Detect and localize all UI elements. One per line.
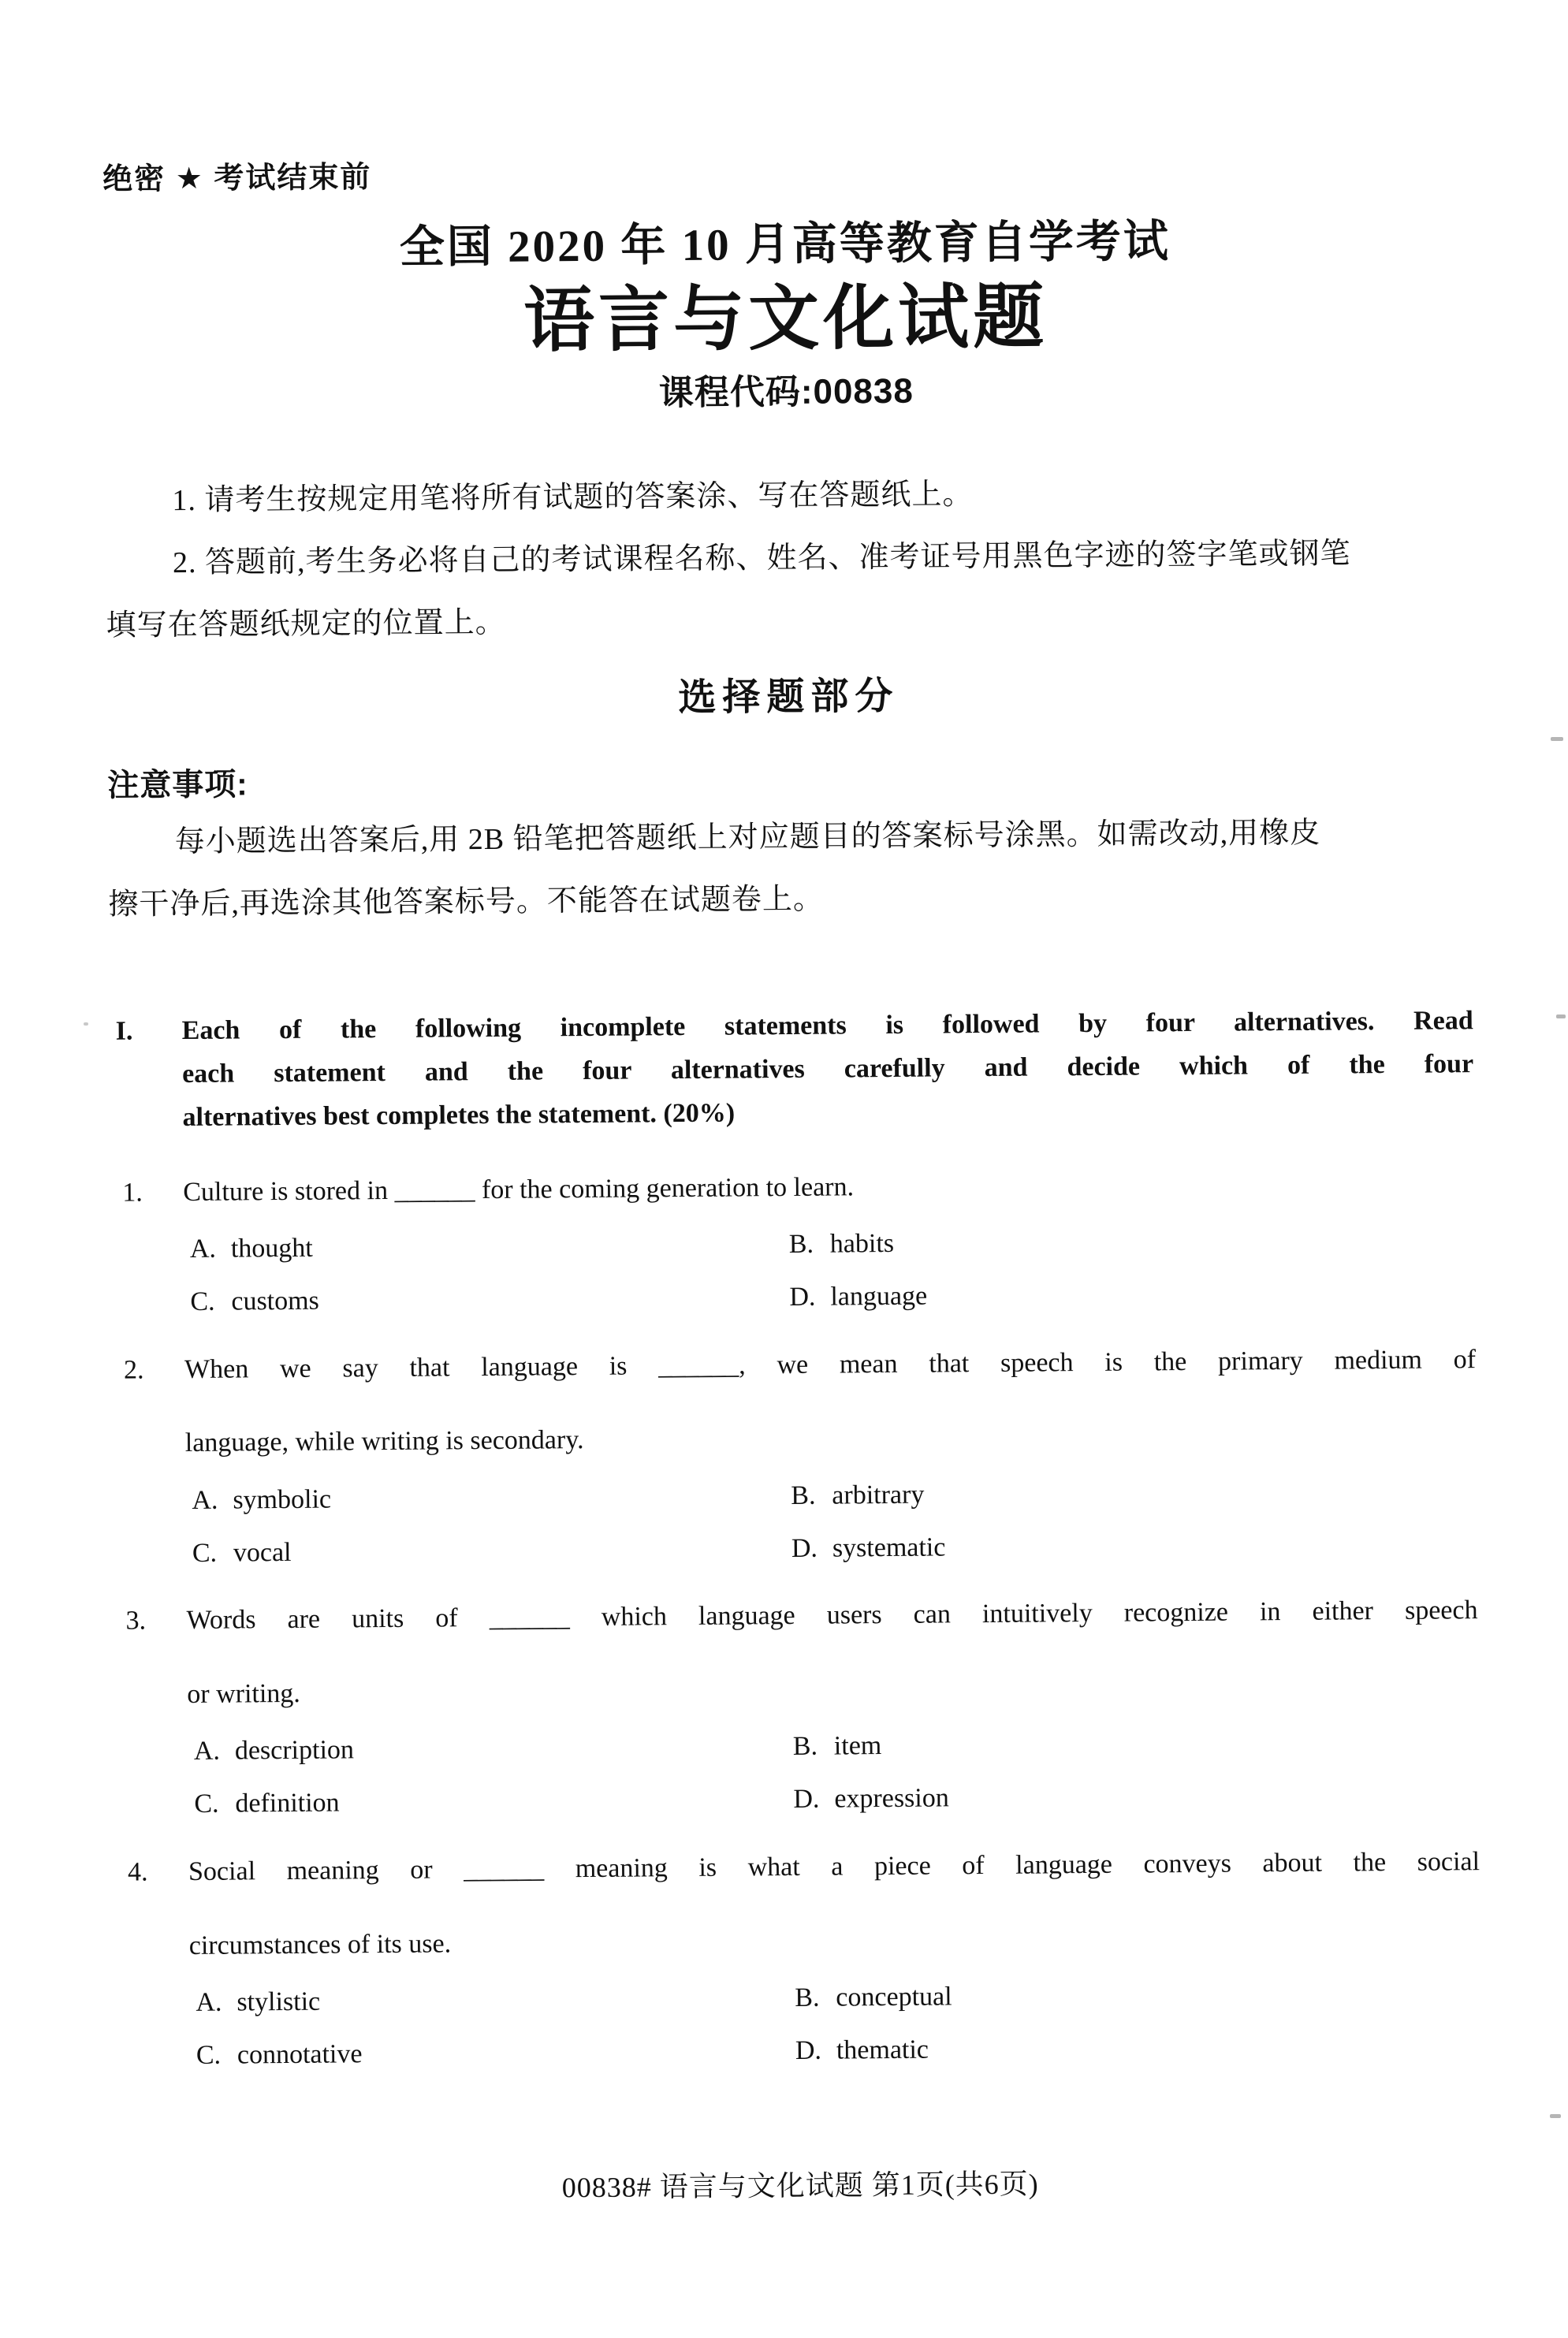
option-b (791, 1475, 1477, 1513)
option-label: B. (792, 1732, 818, 1762)
question-stem-text (186, 1574, 1479, 1821)
exam-title-line1: 全国 2020 年 10 月高等教育自学考试 (399, 216, 1171, 273)
option-label: A. (192, 1485, 218, 1515)
option-a (190, 1229, 789, 1266)
instruction-item-2: 2. 答题前,考生务必将自己的考试课程名称、姓名、准考证号用黑色字迹的签字笔或钢笔 填写在答题纸规定的位置上。 (106, 537, 1351, 643)
option-a (194, 1731, 793, 1768)
question-1-options (184, 1223, 1476, 1318)
question-3-options (188, 1726, 1480, 1821)
question-number: 3. (125, 1606, 147, 1636)
option-c (194, 1784, 793, 1821)
question-2-options (185, 1475, 1477, 1569)
part-one-instruction-line: each statement and the four alternatives carefully and decide which of the four (181, 1049, 1474, 1089)
notes-label: 注意事项: (107, 767, 248, 804)
option-text: arbitrary (832, 1480, 925, 1510)
question-4-stem (116, 1825, 1481, 2072)
exam-title-line2: 语言与文化试题 (523, 277, 1048, 361)
option-text: language (830, 1281, 928, 1312)
option-label: A. (189, 1234, 217, 1264)
stem-line: Words are units of ______ which language users can intuitively recognize in either speech (186, 1595, 1478, 1636)
option-text: symbolic (233, 1484, 332, 1515)
question-number: 1. (122, 1178, 143, 1208)
question-number: 4. (127, 1857, 148, 1887)
question-stem-text (183, 1145, 1476, 1319)
option-label: B. (788, 1230, 814, 1260)
option-label: A. (193, 1737, 221, 1767)
part-one-instruction-text (181, 999, 1473, 1140)
question-4-options (189, 1977, 1481, 2072)
option-text: vocal (233, 1537, 292, 1568)
option-d (795, 2030, 1481, 2068)
option-label: C. (196, 2040, 222, 2070)
question-list (110, 1145, 1481, 2072)
option-text: connotative (237, 2039, 363, 2070)
course-code: 课程代码:00838 (658, 371, 914, 413)
question-stem-text (184, 1323, 1477, 1569)
option-text: definition (235, 1788, 340, 1819)
stem-line: Culture is stored in ______ for the coming generation to learn. (183, 1172, 855, 1207)
notes-body: 每小题选出答案后,用 2B 铅笔把答题纸上对应题目的答案标号涂黑。如需改动,用橡皮 擦干净后,再选涂其他答案标号。不能答在试题卷上。 (108, 817, 1321, 922)
scan-artifact (84, 1022, 88, 1026)
option-text: conceptual (836, 1982, 952, 2012)
question-number: 2. (123, 1355, 144, 1385)
part-one-instructions (109, 999, 1473, 1141)
option-label: A. (196, 1987, 222, 2017)
scan-artifact (1550, 2114, 1561, 2118)
option-text: stylistic (237, 1986, 321, 2017)
question-1-stem (110, 1145, 1476, 1320)
option-a (196, 1982, 795, 2020)
question-3 (114, 1574, 1479, 1822)
option-d (793, 1778, 1479, 1816)
option-label: C. (192, 1538, 218, 1568)
stem-line: language, while writing is secondary. (184, 1425, 584, 1458)
option-text: item (833, 1731, 882, 1762)
question-4 (116, 1825, 1481, 2072)
option-label: B. (795, 1982, 820, 2013)
question-1 (110, 1145, 1476, 1320)
option-label: D. (789, 1282, 816, 1312)
section-heading: 选择题部分 (678, 676, 899, 720)
option-d (791, 1528, 1477, 1565)
option-label: D. (791, 1533, 818, 1563)
stem-line: or writing. (187, 1678, 300, 1709)
general-instructions (105, 460, 1470, 657)
part-one-numeral: I. (115, 1016, 133, 1046)
scan-artifact (1556, 1014, 1566, 1018)
security-notice: 绝密 ★ 考试结束前 (102, 161, 372, 196)
option-b (793, 1726, 1479, 1764)
instruction-item-1: 1. 请考生按规定用笔将所有试题的答案涂、写在答题纸上。 (172, 478, 974, 518)
option-text: systematic (832, 1532, 946, 1563)
question-3-stem (114, 1574, 1479, 1822)
option-text: expression (834, 1783, 949, 1814)
part-one-instruction-line: Each of the following incomplete statements is followed by four alternatives. Read (181, 1005, 1473, 1045)
option-label: D. (795, 2035, 822, 2065)
option-b (795, 1977, 1480, 2015)
option-c (192, 1533, 791, 1570)
option-c (196, 2035, 795, 2072)
option-text: thought (230, 1234, 313, 1264)
question-stem-text (188, 1825, 1481, 2072)
option-label: D. (793, 1784, 820, 1815)
stem-line: When we say that language is ______, we mean that speech is the primary medium of (184, 1345, 1477, 1384)
stem-line: circumstances of its use. (188, 1928, 452, 1960)
page-content (102, 151, 1484, 2338)
page-footer: 00838# 语言与文化试题 第1页(共6页) (561, 2168, 1039, 2204)
option-label: C. (194, 1789, 219, 1819)
question-2 (112, 1323, 1477, 1570)
option-text: habits (829, 1229, 895, 1259)
scan-artifact (1551, 737, 1563, 741)
option-d (789, 1276, 1475, 1314)
option-a (192, 1480, 791, 1517)
stem-line: Social meaning or ______ meaning is what a piece of language conveys about the social (188, 1847, 1480, 1887)
question-2-stem (112, 1323, 1477, 1570)
option-text: customs (231, 1286, 319, 1316)
option-label: C. (190, 1286, 215, 1317)
option-text: description (234, 1735, 355, 1767)
part-one-instruction-line: alternatives best completes the statement. (20%) (182, 1098, 736, 1133)
option-b (789, 1223, 1475, 1261)
option-label: B. (791, 1480, 816, 1510)
option-text: thematic (836, 2035, 929, 2065)
option-c (190, 1282, 789, 1319)
